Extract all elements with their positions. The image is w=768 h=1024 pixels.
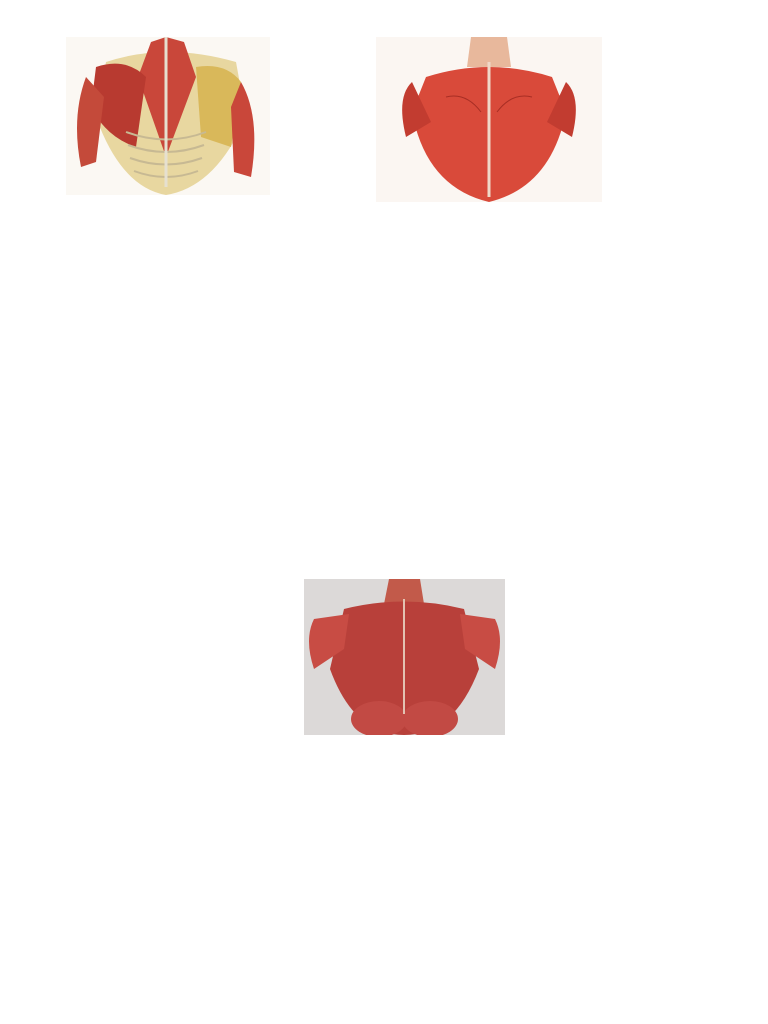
superficial-deep-back-muscles-illustration (66, 37, 270, 195)
back-model-photo (304, 579, 505, 735)
back-muscles-photo (376, 37, 602, 202)
